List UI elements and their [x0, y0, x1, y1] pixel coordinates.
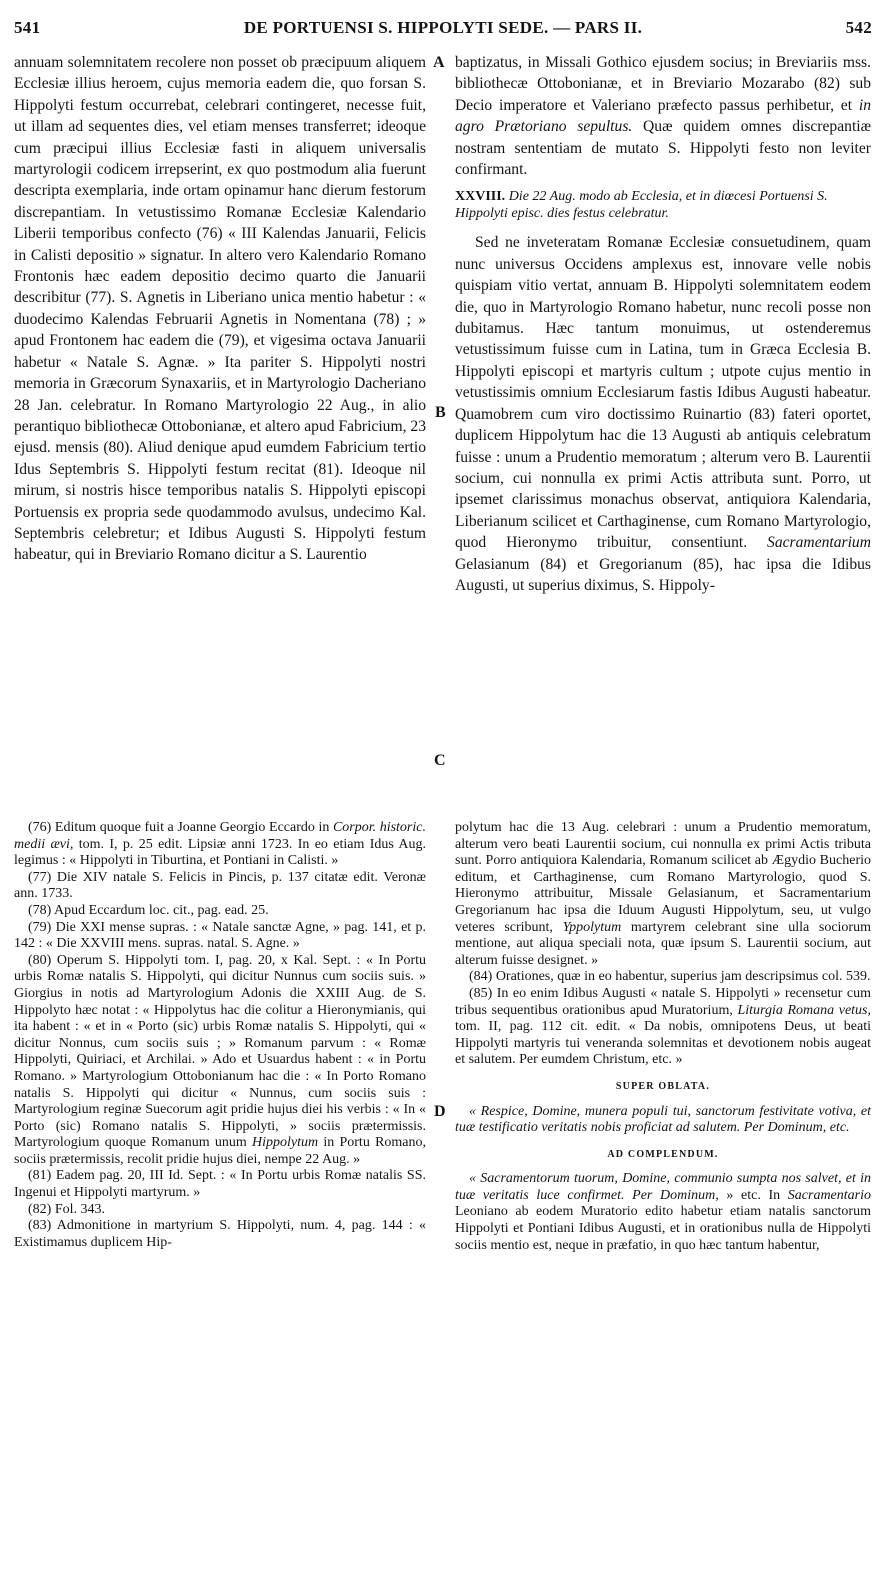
footnote: (82) Fol. 343.: [28, 1201, 105, 1217]
body-paragraph: annuam solemnitatem recolere non posset ob præcipuum aliquem Ecclesiæ illius heroem, cujus memoria eadem die, quo forsan S. Hippolyti festum occurrebat, celebrari contingeret, necesse fuit, ut illam ad sequentes dies, vel etiam menses transferret; ideoque cum præcipui illius Ecclesiæ fasti in aliquem universalis martyrologii codicem irrepserint, ex quo postmodum alia fuerunt descripta exemplaria, inde ortam opinamur hanc dierum festorum discrepantiam. In vetustissimo Romanæ Ecclesiæ Kalendario Liberii temporibus confecto (76) « III Kalendas Januarii, Felicis in Calisti depositio » signatur. In altero vero Kalendario Romano Frontonis hæc eadem depositio decimo quarto die Januarii describitur (77). S. Agnetis in Liberiano unica mentio habetur : « duodecimo Kalendas Februarii Agnetis in Nomentana (78) ; » apud Frontonem hac eadem die (79), et vigesima octava Januarii habetur « Natale S. Agnæ. » Ita pariter S. Hippolyti nostri memoria in Græcorum Synaxariis, et in Martyrologio Dacheriano 28 Jan. celebratur. In Romano Martyrologio 22 Aug., in alio perantiquo bibliothecæ Ottobonianæ, et altero apud Fabricium, 23 ejusd. mensis (80). Aliud denique apud eumdem Fabricium tertio Idus Septembris S. Hippolyti festum recitat (81). Ideoque nil mirum, si nostris hisce temporibus natalis S. Hippolyti episcopi Portuensis ex propria sede quodammodo avulsus, undecimo Kal. Septembris celebretur; et Idibus Augusti S. Hippolyti festum habeatur, qui in Breviario Romano dicitur a S. Laurentio: [14, 54, 426, 564]
page-number-left: 541: [14, 18, 41, 37]
section-number: XXVIII.: [455, 189, 506, 205]
prayer-text: « Respice, Domine, munera populi tui, sanctorum festivitate votiva, et tuæ testificatio veritatis nobis proficiat ad salutem. Per Dominum, etc.: [455, 1103, 871, 1136]
footnote: (81) Eadem pag. 20, III Id. Sept. : « In Portu urbis Romæ natalis SS. Ingenui et Hippolyti martyrum. »: [14, 1168, 426, 1201]
footnote: (78) Apud Eccardum loc. cit., pag. ead. 25.: [28, 902, 269, 918]
footnote: (77) Die XIV natale S. Felicis in Pincis, p. 137 citatæ edit. Veronæ ann. 1733.: [14, 869, 426, 902]
prayer-text: « Sacramentorum tuorum, Domine, communio sumpta nos salvet, et in tuæ veritatis luce confirmet. Per Dominum, » etc. In Sacramentario Leoniano ab eodem Muratorio edito habetur etiam natalis sanctorum Hippolyti et Pontiani Idibus Augusti, et in orationibus nulla de Hippolyti sociis mentio est, neque in præfatio, in quo hæc tantum habentur,: [455, 1171, 871, 1253]
footnotes-right-column: [455, 820, 871, 1254]
main-text-left-column: [14, 52, 426, 566]
margin-marker-a: A: [433, 54, 445, 71]
subheading-ad-complendum: AD COMPLENDUM.: [607, 1148, 719, 1160]
footnote: (84) Orationes, quæ in eo habentur, superius jam descripsimus col. 539.: [469, 969, 871, 985]
section-title: Die 22 Aug. modo ab Ecclesia, et in diœcesi Portuensi S. Hippolyti episc. dies festus celebratur.: [455, 189, 828, 222]
section-heading: [455, 188, 871, 222]
margin-marker-d: D: [434, 1103, 446, 1120]
running-header: [14, 18, 872, 42]
body-paragraph: Sed ne inveteratam Romanæ Ecclesiæ consuetudinem, quam nunc universus Occidens amplexus est, innovare velle nobis quispiam vitio vertat, annuam B. Hippolyti solemnitatem eodem die, quo in Martyrologio Romano habetur, nunc recoli posse non dubitamus. Hæc tantum monuimus, ut ostenderemus vetustissimum fuisse cum in Latina, tum in Græca Ecclesia B. Hippolyti episcopi et martyris cultum ; utpote cujus mentio in vetustissimis omnium Ecclesiarum fastis Idibus Augusti habeatur. Quamobrem cum viro doctissimo Ruinartio (83) fateri oportet, duplicem Hippolytum hac die 13 Augusti ab antiquis celebratum fuisse : unum a Prudentio memoratum ; alterum vero B. Laurentii socium, cui nonnulla ex primi Actis attributa sunt. Porro, ut ipsemet clarissimus monachus observat, antiquiora Kalendaria, Liberianum scilicet et Carthaginense, cum Romano Martyrologio, quod Hieronymo tribuitur, consentiunt. Sacramentarium Gelasianum (84) et Gregorianum (85), hac ipsa die Idibus Augusti, ut superius diximus, S. Hippoly-: [455, 234, 871, 594]
main-text-right-column: [455, 52, 871, 596]
footnote: (79) Die XXI mense supras. : « Natale sanctæ Agne, » pag. 141, et p. 142 : « Die XXVIII mens. supras. natal. S. Agne. »: [14, 919, 426, 952]
subheading-super-oblata: SUPER OBLATA.: [615, 1080, 711, 1092]
footnote: polytum hac die 13 Aug. celebrari : unum a Prudentio memoratum, alterum vero beati Laurentii socium, cui nonnulla ex primi Actis tributa sunt. Porro antiquiora Kalendaria, Romanum scilicet ab Ægydio Bucherio editum, et Carthaginense, cum Romano Martyrologio, quod S. Hieronymo attribuitur, Missale Gelasianum, et Sacramentarium Gregorianum hac ipsa die Iduum Augusti Hippolytum, seu, ut vulgo veteres scribunt, Yppolytum martyrem celebrant sine ulla sociorum mentione, aut aliqua speciali nota, quæ ipsum S. Laurentii socium, aut alterum fuisse designet. »: [455, 820, 871, 968]
footnote: (85) In eo enim Idibus Augusti « natale S. Hippolyti » recensetur cum tribus sequentibus orationibus apud Muratorium, Liturgia Romana vetus, tom. II, pag. 112 cit. edit. « Da nobis, omnipotens Deus, ut beati Hippolyti martyris tui veneranda solemnitas et devotionem nobis augeat et salutem. Per eumdem Christum, etc. »: [455, 985, 872, 1068]
running-title: DE PORTUENSI S. HIPPOLYTI SEDE. — PARS II.: [243, 18, 643, 37]
footnote: (76) Editum quoque fuit a Joanne Georgio Eccardo in Corpor. historic. medii ævi, tom. I, p. 25 edit. Lipsiæ anni 1723. In eo etiam Idus Aug. legimus : « Hippolyti in Tiburtina, et Pontiani in Calisti. »: [14, 820, 427, 869]
body-paragraph: baptizatus, in Missali Gothico ejusdem socius; in Breviariis mss. bibliothecæ Ottobonianæ, et in Breviario Mozarabo (82) sub Decio imperatore et Valeriano præfecto passus perhibetur, et in agro Prætoriano sepultus. Quæ quidem omnes discrepantiæ nostram sententiam de mutato S. Hippolyti festo non leviter confirmant.: [455, 54, 872, 179]
margin-marker-c: C: [434, 752, 446, 769]
footnotes-left-column: [14, 820, 426, 1251]
margin-marker-b: B: [435, 404, 446, 421]
footnote: (83) Admonitione in martyrium S. Hippolyti, num. 4, pag. 144 : « Existimamus duplicem Hip-: [14, 1218, 426, 1250]
footnote: (80) Operum S. Hippolyti tom. I, pag. 20, x Kal. Sept. : « In Portu urbis Romæ natalis S. Hippolyti, qui dicitur Nunnus cum sociis suis. » Giorgius in notis ad Martyrologium Adonis die XXIII Aug. de S. Hippolyto hæc notat : « Hippolytus hac die colitur a Hieronymianis, qui ita habent : « et in « Porto (sic) urbis Romæ natalis S. Hippolyti, qui « dicitur Nonnus, cum sociis suis ; » Romanum parvum : « Romæ Hippolyti, Quiriaci, et Archilai. » Ado et Usuardus habent : « in Portu Romano. » Martyrologium Ottobonianum hac die : « In Porto Romano natalis S. Hippolyti qui dicitur « Nunnus, cum sociis suis : Martyrologium reginæ Suecorum agit pridie hujus diei his verbis : « In « Porto (sic) Romano natalis S. Hippolyti, » sociis prætermissis. Martyrologium quoque Romanum unum Hippolytum in Portu Romano, sociis prætermissis, recolit pridie hujus diei, nempe 22 Aug. »: [14, 952, 427, 1167]
page-number-right: 542: [845, 18, 872, 37]
